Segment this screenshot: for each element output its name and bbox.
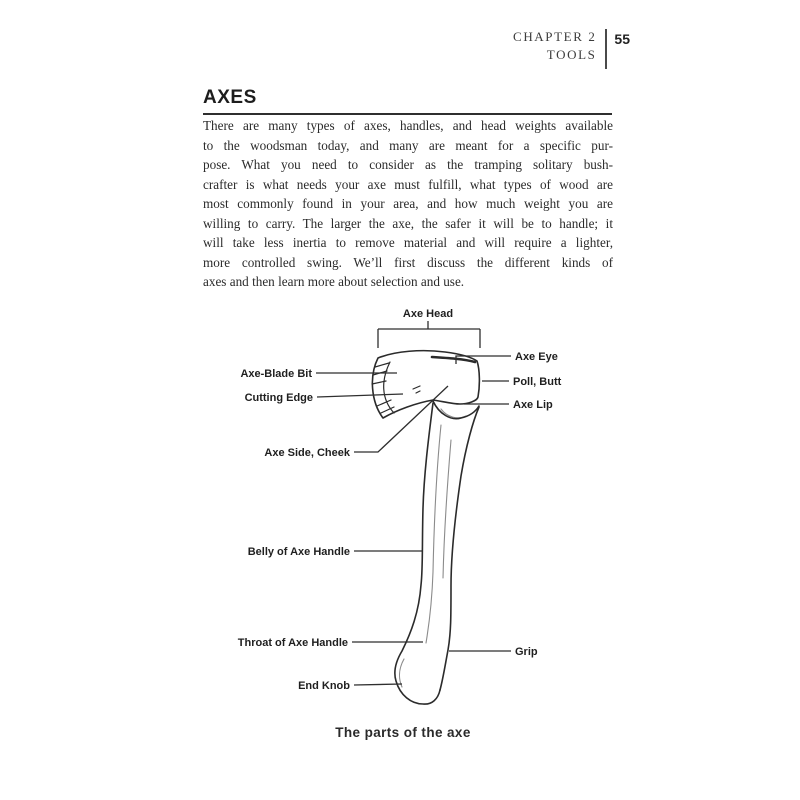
body-line: will take less inertia to remove material and will require a lighter, xyxy=(203,235,613,250)
diagram-caption: The parts of the axe xyxy=(335,725,471,740)
handle-right-edge xyxy=(440,407,479,690)
label-axe-eye: Axe Eye xyxy=(515,351,558,363)
label-axe-blade-bit: Axe-Blade Bit xyxy=(240,368,312,380)
label-throat-of-axe-handle: Throat of Axe Handle xyxy=(237,637,348,649)
body-paragraph xyxy=(203,116,613,292)
body-line: willing to carry. The larger the axe, the safer it will be to handle; it xyxy=(203,215,613,231)
handle-collar-inner xyxy=(441,409,466,418)
label-grip: Grip xyxy=(515,646,538,658)
cheek-mark xyxy=(413,386,420,393)
body-line: crafter is what needs your axe must fulfill, what types of wood are xyxy=(203,176,613,192)
bit-hatching xyxy=(372,363,394,413)
body-line: There are many types of axes, handles, and head weights available xyxy=(203,118,613,133)
body-line: axes and then learn more about selection and use. xyxy=(203,274,465,289)
body-line: to the woodsman today, and many are meant for a specific pur- xyxy=(203,137,613,153)
diagram-labels xyxy=(238,308,562,692)
axe-head-bracket xyxy=(378,321,480,348)
body-line: pose. What you need to consider as the tramping solitary bush- xyxy=(203,157,613,172)
running-head-titles xyxy=(430,28,605,69)
chapter-label: CHAPTER 2 xyxy=(513,29,597,44)
bit-inner-line xyxy=(384,362,394,413)
label-cutting-edge: Cutting Edge xyxy=(244,392,313,404)
cutting-edge-leader xyxy=(317,394,403,397)
section-heading: AXES xyxy=(203,87,612,115)
label-poll-butt: Poll, Butt xyxy=(513,376,562,388)
axe-parts-diagram xyxy=(200,300,620,750)
label-axe-side-cheek: Axe Side, Cheek xyxy=(264,447,350,459)
running-head xyxy=(430,28,630,69)
label-axe-lip: Axe Lip xyxy=(513,399,553,411)
label-end-knob: End Knob xyxy=(298,680,350,692)
page-number: 55 xyxy=(614,31,630,47)
end-knob-leader xyxy=(354,684,402,685)
section-label: TOOLS xyxy=(546,47,597,62)
body-line: more controlled swing. We’ll first discuss the different kinds of xyxy=(203,254,613,270)
axe-side-cheek-leader xyxy=(354,386,448,452)
label-axe-head: Axe Head xyxy=(402,308,454,320)
body-line: most commonly found in your area, and how much weight you are xyxy=(203,196,613,211)
label-belly-of-axe-handle: Belly of Axe Handle xyxy=(247,546,350,558)
leader-lines xyxy=(316,321,511,685)
